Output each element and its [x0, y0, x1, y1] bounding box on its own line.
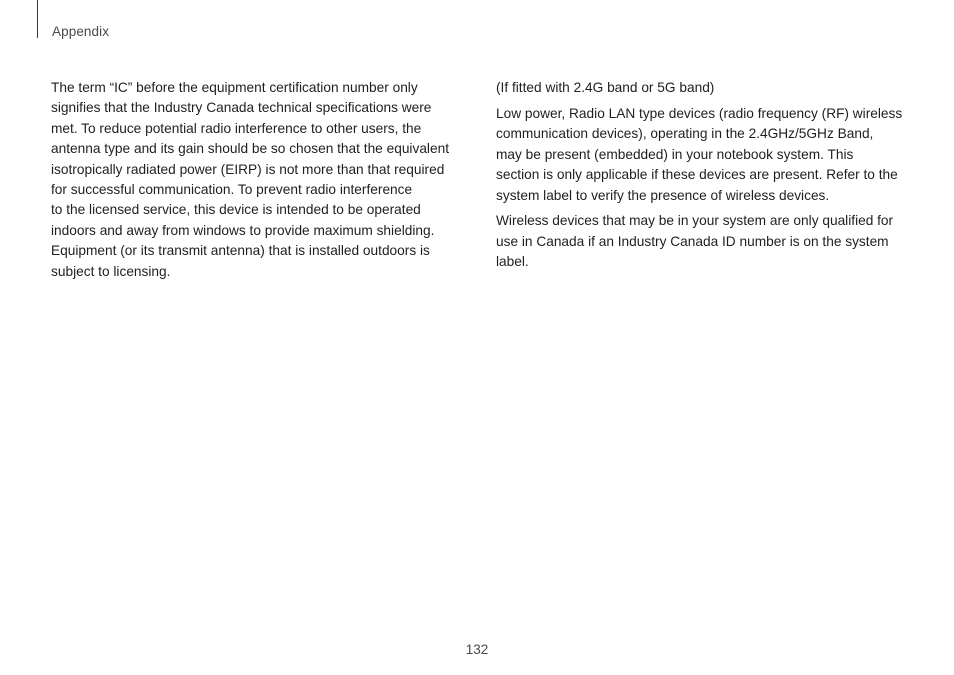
- radio-lan-paragraph: [496, 104, 903, 206]
- page-number: 132: [465, 642, 489, 657]
- paragraph-line: indoors and away from windows to provide maximum shielding.: [51, 222, 435, 238]
- paragraph-line: communication devices), operating in the 2.4GHz/5GHz Band,: [496, 126, 874, 142]
- paragraph-line: isotropically radiated power (EIRP) is not more than that required: [51, 161, 445, 177]
- paragraph-line: (If fitted with 2.4G band or 5G band): [496, 80, 715, 95]
- band-note-paragraph: [496, 78, 900, 98]
- paragraph-line: The term “IC” before the equipment certification number only: [51, 80, 418, 95]
- section-label: Appendix: [52, 24, 110, 39]
- right-column: [496, 78, 903, 273]
- paragraph-line: for successful communication. To prevent radio interference: [51, 182, 413, 198]
- ic-paragraph: [51, 78, 459, 282]
- paragraph-line: section is only applicable if these devices are present. Refer to the: [496, 167, 898, 183]
- paragraph-line: signifies that the Industry Canada technical specifications were: [51, 100, 432, 116]
- paragraph-line: Equipment (or its transmit antenna) that is installed outdoors is: [51, 243, 430, 259]
- paragraph-line: met. To reduce potential radio interference to other users, the: [51, 120, 422, 136]
- paragraph-line: subject to licensing.: [51, 263, 171, 279]
- canada-qualification-paragraph: [496, 211, 900, 272]
- paragraph-line: label.: [496, 254, 529, 270]
- paragraph-line: Low power, Radio LAN type devices (radio frequency (RF) wireless: [496, 105, 903, 121]
- paragraph-line: antenna type and its gain should be so chosen that the equivalent: [51, 141, 449, 157]
- paragraph-line: may be present (embedded) in your notebook system. This: [496, 146, 854, 162]
- left-column: [51, 78, 459, 282]
- paragraph-line: system label to verify the presence of wireless devices.: [496, 187, 830, 203]
- paragraph-line: to the licensed service, this device is intended to be operated: [51, 202, 421, 218]
- paragraph-line: Wireless devices that may be in your system are only qualified for: [496, 213, 894, 229]
- paragraph-line: use in Canada if an Industry Canada ID number is on the system: [496, 233, 889, 249]
- header-divider: [37, 0, 38, 38]
